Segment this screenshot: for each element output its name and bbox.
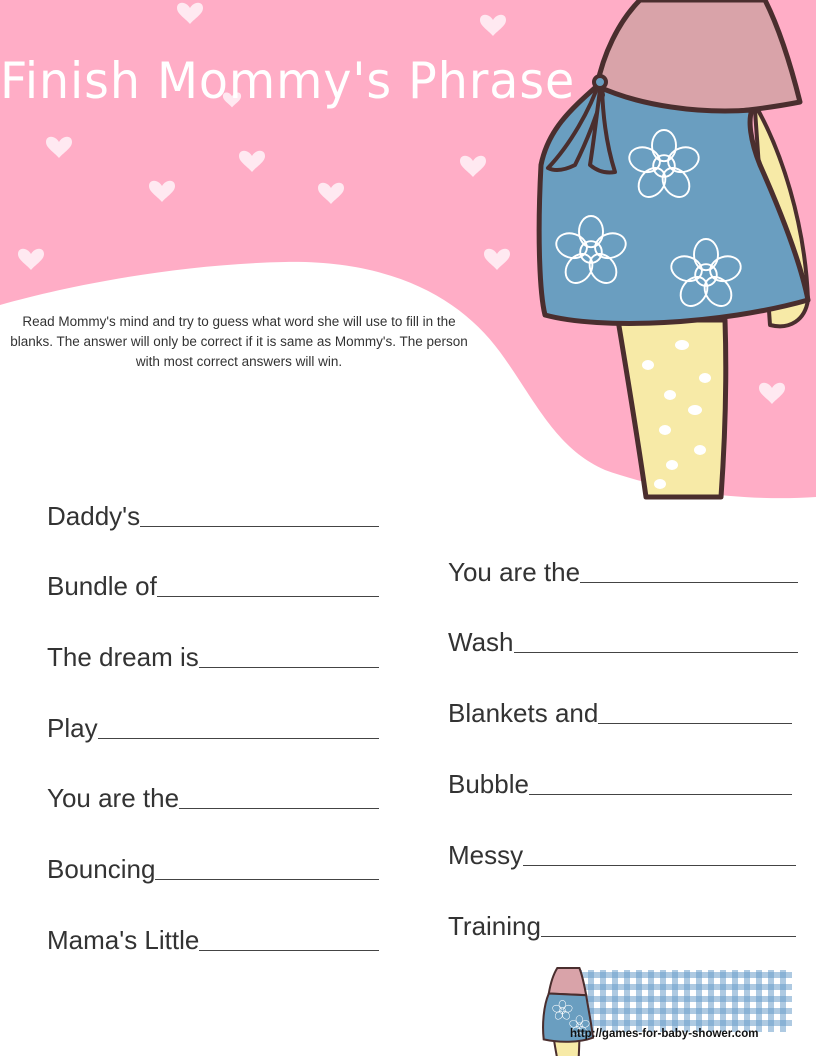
phrase-label: Messy <box>448 840 524 870</box>
phrase-label: Bouncing <box>47 854 156 884</box>
answer-blank[interactable] <box>98 738 379 739</box>
phrase-label: Daddy's <box>47 501 141 531</box>
phrase-label: Mama's Little <box>47 925 200 955</box>
phrase-row <box>448 627 798 657</box>
phrase-label: Bubble <box>448 769 529 799</box>
phrase-label: The dream is <box>47 642 199 672</box>
phrase-row <box>47 925 379 955</box>
phrase-row <box>448 840 796 870</box>
phrase-label: You are the <box>448 557 581 587</box>
answer-blank[interactable] <box>199 667 379 668</box>
instructions-text: Read Mommy's mind and try to guess what word she will use to fill in the blanks. The answer will only be correct if it is same as Mommy's. The person with most correct answers will win. <box>10 314 468 369</box>
phrase-label: Training <box>448 911 541 941</box>
phrase-label: Blankets and <box>448 698 599 728</box>
answer-blank[interactable] <box>157 596 379 597</box>
phrase-row <box>448 698 792 728</box>
answer-blank[interactable] <box>514 652 799 653</box>
gingham-badge <box>543 968 792 1056</box>
phrase-row <box>448 769 792 799</box>
phrase-row <box>47 642 379 672</box>
phrase-label: You are the <box>47 783 180 813</box>
answer-blank[interactable] <box>199 950 379 951</box>
answer-blank[interactable] <box>523 865 796 866</box>
footer-url-link[interactable]: http://games-for-baby-shower.com <box>570 1028 759 1040</box>
answer-blank[interactable] <box>179 808 379 809</box>
phrase-row <box>47 501 379 531</box>
page-title: Finish Mommy's Phrase <box>0 52 576 110</box>
answer-blank[interactable] <box>598 723 792 724</box>
answer-blank[interactable] <box>529 794 792 795</box>
answer-blank[interactable] <box>140 526 379 527</box>
answer-blank[interactable] <box>155 879 379 880</box>
phrase-label: Wash <box>448 627 514 657</box>
answer-blank[interactable] <box>580 582 798 583</box>
phrase-row <box>47 713 379 743</box>
answer-blank[interactable] <box>541 936 796 937</box>
phrase-row <box>47 783 379 813</box>
phrase-label: Play <box>47 713 98 743</box>
phrase-row <box>448 557 798 587</box>
phrase-row <box>448 911 796 941</box>
phrase-row <box>47 854 379 884</box>
phrase-row <box>47 571 379 601</box>
phrase-label: Bundle of <box>47 571 157 601</box>
